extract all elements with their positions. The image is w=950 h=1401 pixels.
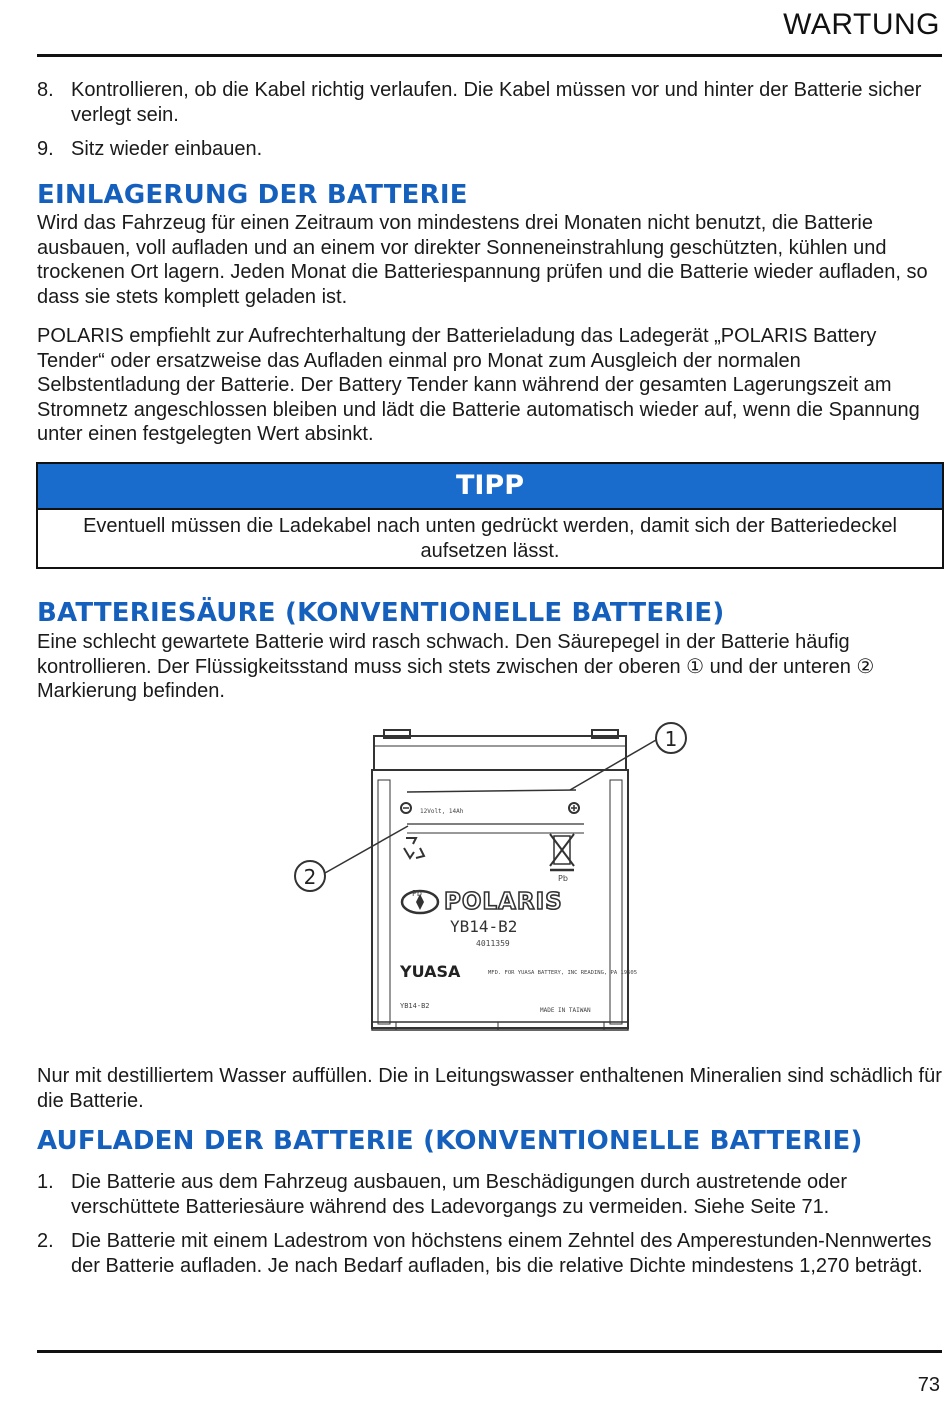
page-number: 73 [917,1374,940,1396]
step-number: 2. [37,1230,54,1252]
battery-model: YB14-B2 [450,917,518,936]
pb-mark-right: Pb [558,874,568,883]
polaris-logo: POLARIS [444,889,563,915]
charging-steps-list [37,1170,942,1288]
tip-label: TIPP [38,464,942,510]
list-item [37,1170,942,1219]
step-text: Die Batterie aus dem Fahrzeug ausbauen, um Beschädigungen durch austretende oder verschüttete Batteriesäure während des Ladevorgangs zu vermeiden. Siehe Seite 71. [71,1171,848,1218]
list-item [37,78,942,127]
storage-paragraph-1: Wird das Fahrzeug für einen Zeitraum von mindestens drei Monaten nicht benutzt, die Batterie ausbauen, voll aufladen und an einem vor direkter Sonneneinstrahlung geschützten, kühlen und trockenen Ort lagern. Jeden Monat die Batteriespannung prüfen und die Batterie wieder aufladen, so dass sie stets komplett geladen ist. [37,212,928,308]
list-item [37,137,942,162]
heading-battery-charging: AUFLADEN DER BATTERIE (KONVENTIONELLE BATTERIE) [37,1126,863,1156]
callout-upper-marker: 1 [664,727,678,751]
storage-paragraph-2: POLARIS empfiehlt zur Aufrechterhaltung der Batterieladung das Ladegerät „POLARIS Battery Tender“ oder ersatzweise das Aufladen einmal pro Monat zum Ausgleich der normalen Selbstentladung der Batterie. Der Battery Tender kann während der gesamten Lagerungszeit am Stromnetz angeschlossen bleiben und lädt die Batterie automatisch wieder auf, wenn die Spannung unter einen festgelegten Wert absinkt. [37,325,920,445]
step-number: 8. [37,79,54,101]
tip-text: Eventuell müssen die Ladekabel nach unten gedrückt werden, damit sich der Batteriedeckel aufsetzen lässt. [83,515,897,562]
step-text: Die Batterie mit einem Ladestrom von höchstens einem Zehntel des Amperestunden-Nennwertes der Batterie aufladen. Je nach Bedarf aufladen, bis die relative Dichte mindestens 1,270 beträgt. [71,1230,932,1277]
heading-battery-storage: EINLAGERUNG DER BATTERIE [37,180,468,210]
battery-drawing [288,716,698,1046]
step-number: 9. [37,138,54,160]
step-number: 1. [37,1171,54,1193]
acid-paragraph-2: Nur mit destilliertem Wasser auffüllen. Die in Leitungswasser enthaltenen Mineralien sind schädlich für die Batterie. [37,1065,942,1112]
heading-battery-acid: BATTERIESÄURE (KONVENTIONELLE BATTERIE) [37,598,725,628]
steps-list-top [37,78,942,172]
step-text: Sitz wieder einbauen. [71,138,263,160]
battery-model-small: YB14-B2 [400,1002,430,1010]
tip-box [36,462,944,569]
part-number: 4011359 [476,939,510,948]
list-item [37,1229,942,1278]
battery-illustration [288,716,698,1046]
yuasa-logo: YUASA [400,962,461,981]
acid-paragraph-1: Eine schlecht gewartete Batterie wird rasch schwach. Den Säurepegel in der Batterie häufig kontrollieren. Der Flüssigkeitsstand muss sich stets zwischen der oberen ① und der unteren ② Markierung befinden. [37,631,875,702]
label-fine-print: 12Volt, 14Ah [420,808,464,815]
pb-mark-left: Pb [412,889,422,898]
made-in-label: MADE IN TAIWAN [540,1007,591,1014]
header-rule [37,54,942,57]
section-header-title: WARTUNG [783,8,940,41]
footer-rule [37,1350,942,1353]
step-text: Kontrollieren, ob die Kabel richtig verlaufen. Die Kabel müssen vor und hinter der Batterie sicher verlegt sein. [71,79,922,126]
callout-lower-marker: 2 [303,865,317,889]
maker-address: MFD. FOR YUASA BATTERY, INC READING, PA 19605 [488,970,638,976]
